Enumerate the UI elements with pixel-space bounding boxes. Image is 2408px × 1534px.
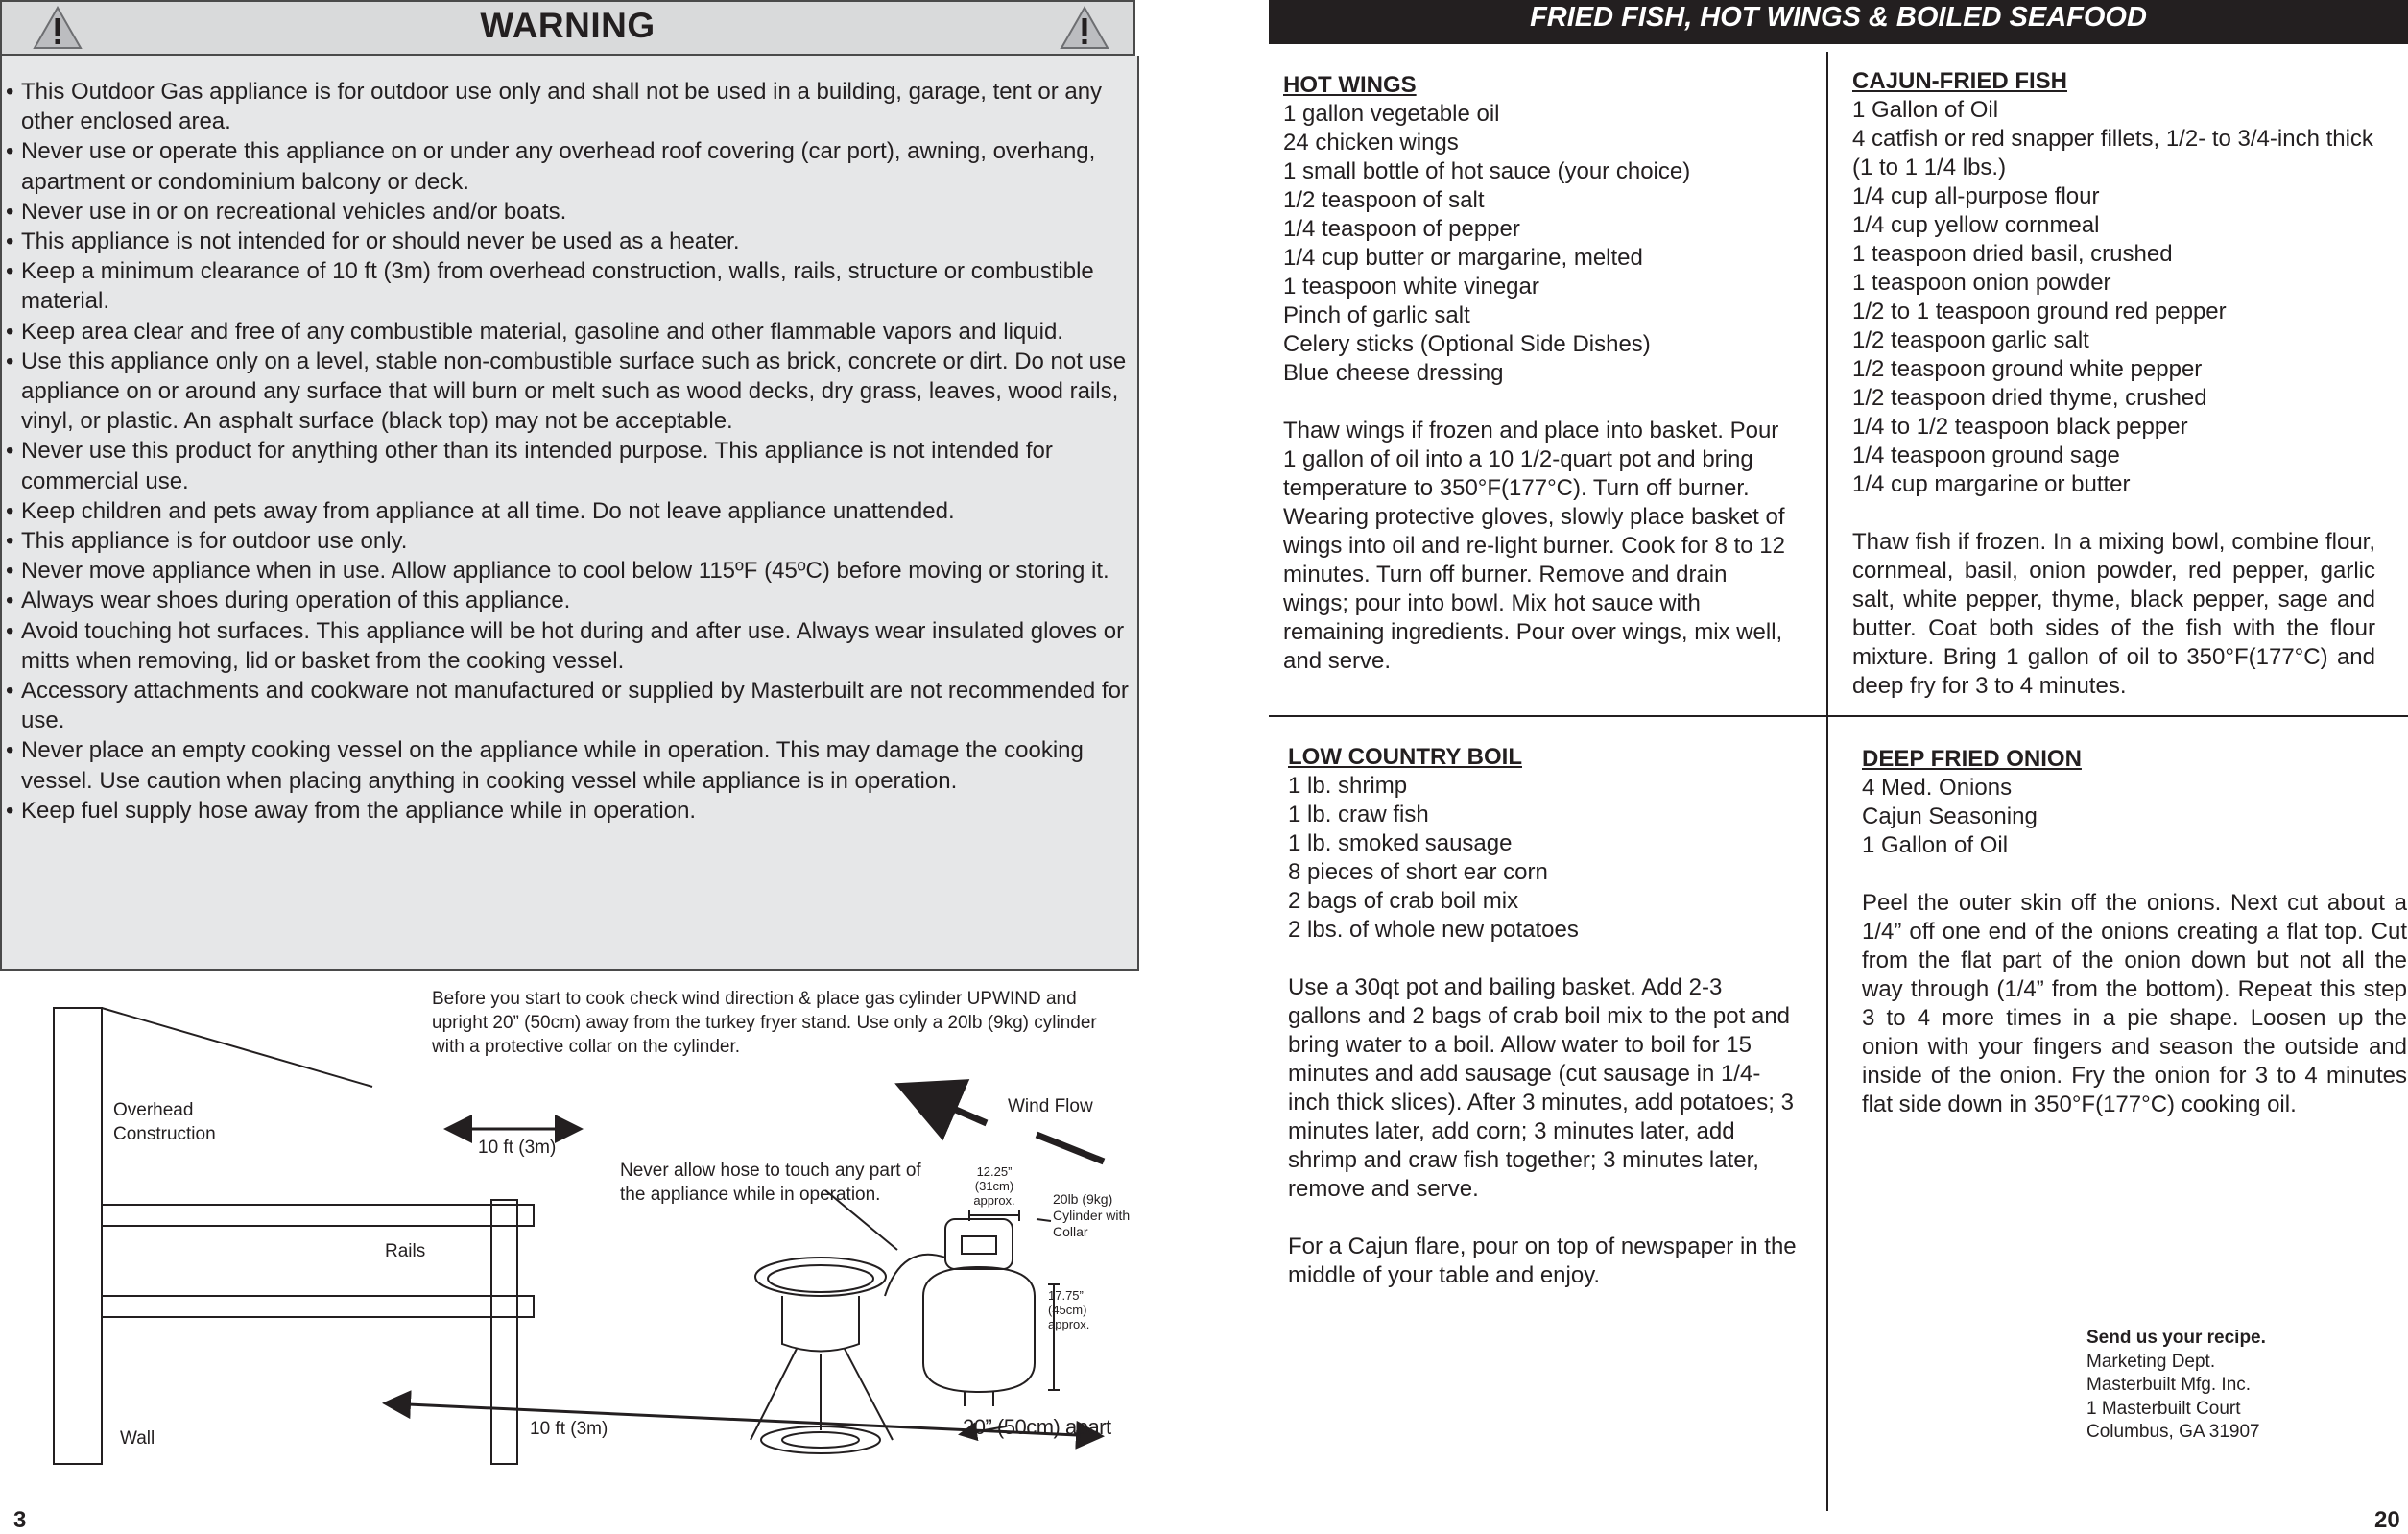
ingredient: 1/2 teaspoon of salt <box>1283 187 1485 213</box>
wind-line <box>1037 1135 1104 1162</box>
directions: Thaw fish if frozen. In a mixing bowl, combine flour, cornmeal, basil, onion powder, red pepper, garlic salt, white pepper, thyme, black pepper, sage and butter. Coat both sides of the fish with the flour mixture. Bring 1 gallon of oil to 350°F(177°C) and deep fry for 3 to 4 minutes. <box>1852 529 2375 699</box>
cylinder-note: 20lb (9kg) Cylinder with Collar <box>1053 1191 1131 1239</box>
ingredient: 8 pieces of short ear corn <box>1288 859 1548 885</box>
ingredient: 1/4 teaspoon ground sage <box>1852 443 2120 468</box>
warning-item: • Never move appliance when in use. Allow appliance to cool below 115ºF (45ºC) before moving or storing it. <box>6 556 1129 586</box>
recipe-cajun-fish <box>1852 67 2375 701</box>
warning-item: • Keep fuel supply hose away from the appliance while in operation. <box>6 796 1129 826</box>
warning-item: • This Outdoor Gas appliance is for outdoor use only and shall not be used in a building, garage, tent or any other enclosed area. <box>6 77 1129 136</box>
warning-item: • This appliance is not intended for or should never be used as a heater. <box>6 227 1129 256</box>
recipe-title: DEEP FRIED ONION <box>1862 746 2082 772</box>
recipe-hot-wings <box>1283 71 1792 676</box>
height-dimension: 17.75” (45cm) approx. <box>1048 1288 1090 1331</box>
warning-item: • Keep area clear and free of any combustible material, gasoline and other flammable vapors and liquid. <box>6 317 1129 347</box>
warning-item: • Never use this product for anything other than its intended purpose. This appliance is not intended for commercial use. <box>6 436 1129 495</box>
page-number-right: 20 <box>2374 1507 2400 1533</box>
wall-shape <box>54 1008 102 1464</box>
ingredient: 1 gallon vegetable oil <box>1283 101 1500 127</box>
overhead-line <box>102 1008 372 1087</box>
ingredient: 4 catfish or red snapper fillets, 1/2- to 3/4-inch thick (1 to 1 1/4 lbs.) <box>1852 126 2373 180</box>
directions: Thaw wings if frozen and place into basket. Pour 1 gallon of oil into a 10 1/2-quart pot and bring temperature to 350°F(177°C). Turn off burner. Wearing protective gloves, slowly place basket of wings into oil and re-light burner. Cook for 8 to 12 minutes. Turn off burner. Remove and drain wings; pour into bowl. Mix hot sauce with remaining ingredients. Pour over wings, mix well, and serve. <box>1283 418 1785 674</box>
column-divider <box>1826 52 1828 1511</box>
wind-arrow-icon <box>907 1089 987 1123</box>
ingredient: 1 Gallon of Oil <box>1862 832 2009 858</box>
address-line: Marketing Dept. <box>2086 1351 2216 1372</box>
ingredient: 2 bags of crab boil mix <box>1288 888 1519 914</box>
apart-label: 20” (50cm) apart <box>963 1415 1111 1439</box>
ingredient: 24 chicken wings <box>1283 130 1459 156</box>
page-number-left: 3 <box>13 1507 27 1533</box>
ingredient: 1/2 teaspoon dried thyme, crushed <box>1852 385 2207 411</box>
ingredient: 1 lb. shrimp <box>1288 773 1408 799</box>
width-dimension: 12.25” (31cm) approx. <box>973 1164 1015 1208</box>
wind-flow-label: Wind Flow <box>1008 1096 1093 1116</box>
propane-cylinder-shape <box>923 1219 1035 1406</box>
ingredient: Blue cheese dressing <box>1283 360 1504 386</box>
warning-triangle-icon <box>33 6 83 50</box>
warning-item: • Always wear shoes during operation of this appliance. <box>6 586 1129 615</box>
ingredient: 1 small bottle of hot sauce (your choice) <box>1283 158 1691 184</box>
recipe-title: CAJUN-FRIED FISH <box>1852 68 2068 94</box>
warning-list <box>6 77 1129 826</box>
warning-item: • Never use in or on recreational vehicles and/or boats. <box>6 197 1129 227</box>
ingredient: Pinch of garlic salt <box>1283 302 1470 328</box>
serving-tip: For a Cajun flare, pour on top of newspaper in the middle of your table and enjoy. <box>1288 1234 1797 1288</box>
ingredient: 1 lb. smoked sausage <box>1288 830 1513 856</box>
warning-triangle-icon <box>1060 6 1109 50</box>
ingredient: 1 lb. craw fish <box>1288 802 1429 827</box>
wall-label: Wall <box>120 1428 155 1449</box>
warning-item: • Accessory attachments and cookware not manufactured or supplied by Masterbuilt are not recommended for use. <box>6 676 1129 735</box>
address-line: Masterbuilt Mfg. Inc. <box>2086 1375 2252 1395</box>
warning-item: • Keep children and pets away from appliance at all time. Do not leave appliance unattended. <box>6 496 1129 526</box>
rails-label: Rails <box>385 1241 426 1261</box>
ingredient: 1 teaspoon dried basil, crushed <box>1852 241 2173 267</box>
ingredient: 1 teaspoon onion powder <box>1852 270 2111 296</box>
ingredient: 1/4 cup all-purpose flour <box>1852 183 2100 209</box>
recipe-low-country-boil <box>1288 743 1801 1290</box>
hose-note: Never allow hose to touch any part of the appliance while in operation. <box>620 1161 921 1205</box>
recipe-deep-fried-onion <box>1862 745 2407 1119</box>
warning-title: WARNING <box>480 6 656 45</box>
rail-bottom <box>102 1296 534 1317</box>
ingredient: 4 Med. Onions <box>1862 775 2013 801</box>
warning-item: • Avoid touching hot surfaces. This appliance will be hot during and after use. Always wear insulated gloves or mitts when removing, lid or basket from the cooking vessel. <box>6 616 1129 676</box>
row-divider <box>1269 715 2408 717</box>
ingredient: 1/4 to 1/2 teaspoon black pepper <box>1852 414 2188 440</box>
bottom-distance-label: 10 ft (3m) <box>530 1419 608 1439</box>
ingredient: 1 Gallon of Oil <box>1852 97 1999 123</box>
send-recipe-heading: Send us your recipe. <box>2086 1328 2266 1348</box>
diagram-intro: Before you start to cook check wind direction & place gas cylinder UPWIND and upright 20” (50cm) away from the turkey fryer stand. Use only a 20lb (9kg) cylinder with a protective collar on the cylinder. <box>432 989 1097 1057</box>
ingredient: 2 lbs. of whole new potatoes <box>1288 917 1579 943</box>
ingredient: 1/4 cup yellow cornmeal <box>1852 212 2100 238</box>
ingredient: 1/2 teaspoon ground white pepper <box>1852 356 2203 382</box>
recipe-title: LOW COUNTRY BOIL <box>1288 744 1522 770</box>
address-line: 1 Masterbuilt Court <box>2086 1398 2241 1419</box>
ingredient: 1/2 to 1 teaspoon ground red pepper <box>1852 299 2227 324</box>
warning-item: • This appliance is for outdoor use only. <box>6 526 1129 556</box>
directions: Use a 30qt pot and bailing basket. Add 2-3 gallons and 2 bags of crab boil mix to the pot and bring water to a boil. Allow water to boil for 15 minutes and add sausage (cut sausage in 1/4-inch thick slices). After 3 minutes, add potatoes; 3 minutes later, add corn; 3 minutes later, add shrimp and craw fish together; 3 minutes later, remove and serve. <box>1288 974 1794 1202</box>
top-distance-label: 10 ft (3m) <box>478 1138 557 1158</box>
send-recipe-address <box>2086 1327 2374 1445</box>
rail-top <box>102 1205 534 1226</box>
rail-post <box>491 1200 517 1464</box>
recipe-title: HOT WINGS <box>1283 72 1417 98</box>
warning-item: • Never place an empty cooking vessel on the appliance while in operation. This may damage the cooking vessel. Use caution when placing anything in cooking vessel while appliance is in operation. <box>6 735 1129 795</box>
ingredient: 1/2 teaspoon garlic salt <box>1852 327 2089 353</box>
ingredient: 1/4 teaspoon of pepper <box>1283 216 1520 242</box>
overhead-label: Overhead Construction <box>113 1100 216 1144</box>
ingredient: 1 teaspoon white vinegar <box>1283 274 1539 300</box>
directions: Peel the outer skin off the onions. Next cut about a 1/4” off one end of the onions creating a flat top. Cut from the flat part of the onion down but not all the way through (1/4” from the bottom). Repeat this step 3 to 4 more times in a pie shape. Loosen up the onion with your fingers and season the outside and inside of the onion. Fry the onion for 3 to 4 minutes flat side down in 350°F(177°C) cooking oil. <box>1862 890 2407 1117</box>
ingredient: Cajun Seasoning <box>1862 803 2038 829</box>
ingredient: Celery sticks (Optional Side Dishes) <box>1283 331 1651 357</box>
ingredient: 1/4 cup butter or margarine, melted <box>1283 245 1643 271</box>
ingredient: 1/4 cup margarine or butter <box>1852 471 2131 497</box>
banner-title: FRIED FISH, HOT WINGS & BOILED SEAFOOD <box>1530 2 2147 33</box>
warning-item: • Use this appliance only on a level, stable non-combustible surface such as brick, concrete or dirt. Do not use appliance on or around any surface that will burn or melt such as wood decks, dry grass, leaves, wood rails, vinyl, or plastic. An asphalt surface (black top) may not be acceptable. <box>6 347 1129 437</box>
warning-item: • Never use or operate this appliance on or under any overhead roof covering (car port), awning, overhang, apartment or condominium balcony or deck. <box>6 136 1129 196</box>
address-line: Columbus, GA 31907 <box>2086 1422 2260 1442</box>
warning-item: • Keep a minimum clearance of 10 ft (3m) from overhead construction, walls, rails, structure or combustible material. <box>6 256 1129 316</box>
